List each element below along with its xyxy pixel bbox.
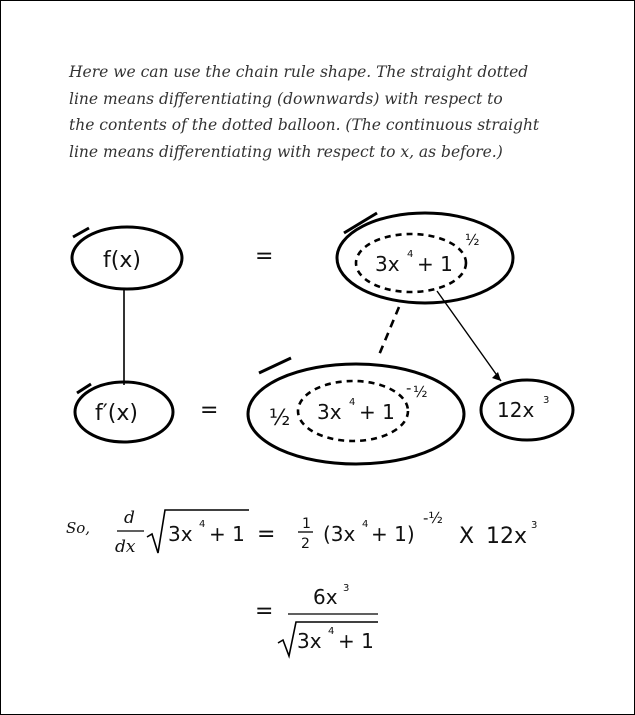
factor: 12x (486, 524, 528, 549)
final-denominator-power: 4 (328, 626, 335, 637)
top-equals: = (255, 244, 274, 269)
coef-half: ½ (269, 406, 291, 431)
outer-top-half-power: ½ (465, 231, 480, 249)
final-denominator-plus: + 1 (338, 629, 374, 653)
f-label: f(x) (103, 248, 141, 273)
outer-bottom-half-power: ½ (413, 383, 428, 401)
inner-bottom-plus-one: + 1 (359, 400, 395, 424)
final-numerator: 6x (313, 585, 338, 609)
inner-bottom-power: 4 (349, 397, 356, 408)
times-sign: X (459, 524, 475, 549)
deriv-d: d (124, 508, 135, 528)
dotted-connector-line (379, 307, 399, 355)
outer-bottom-minus: - (406, 379, 412, 397)
radicand-coef: 3x (168, 522, 193, 546)
so-label: So, (66, 519, 91, 537)
chain-rule-diagram (1, 1, 634, 714)
derivative-power: 3 (543, 395, 550, 406)
radicand-plus: + 1 (209, 522, 245, 546)
inner-top-power: 4 (407, 249, 414, 260)
bottom-equals: = (200, 398, 219, 423)
paren-close: + 1) (371, 522, 415, 546)
derivative-arrow-icon (492, 372, 501, 381)
inner-top-coef: 3x (375, 252, 400, 276)
final-equals: = (255, 599, 274, 624)
inner-bottom-coef: 3x (317, 400, 342, 424)
deriv-dx: dx (115, 537, 136, 557)
paren-open: (3x (323, 522, 356, 546)
intro-line: the contents of the dotted balloon. (The continuous straight (69, 116, 540, 134)
radicand-power: 4 (199, 519, 206, 530)
working-equals: = (257, 522, 276, 547)
intro-line: line means differentiating (downwards) with respect to (69, 89, 503, 108)
derivative-coef: 12x (497, 398, 535, 422)
outer-balloon-bottom-arrow-icon (259, 358, 291, 373)
paren-power: 4 (362, 519, 369, 530)
inner-top-plus-one: + 1 (417, 252, 453, 276)
intro-line: Here we can use the chain rule shape. The straight dotted (69, 63, 529, 81)
fprime-label: f′(x) (95, 401, 138, 426)
final-numerator-power: 3 (343, 583, 350, 594)
half-denominator: 2 (301, 536, 310, 552)
factor-power: 3 (531, 520, 538, 531)
neg-half-exponent: -½ (423, 509, 443, 527)
half-numerator: 1 (302, 516, 311, 532)
continuous-derivative-line (437, 291, 501, 381)
final-denominator-coef: 3x (297, 629, 322, 653)
intro-line: line means differentiating with respect to x, as before.) (69, 142, 503, 161)
